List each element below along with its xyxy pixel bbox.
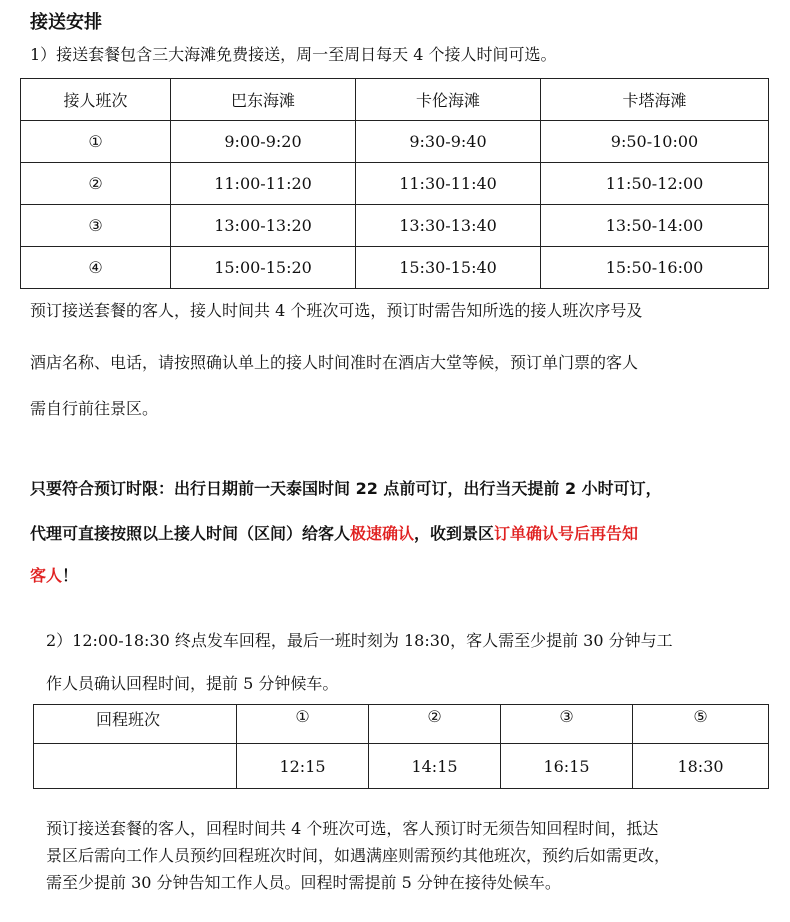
table-cell: 13:30-13:40 xyxy=(356,205,541,247)
table-row xyxy=(34,744,769,789)
table-cell: 15:30-15:40 xyxy=(356,247,541,289)
table-cell: 11:50-12:00 xyxy=(541,163,769,205)
table-cell: 9:30-9:40 xyxy=(356,121,541,163)
header-cell: 卡伦海滩 xyxy=(356,79,541,121)
para1-line3: 需自行前往景区。 xyxy=(30,399,159,418)
table-cell: ④ xyxy=(21,247,171,289)
notice-highlight: 客人 xyxy=(30,566,63,585)
notice-text: 代理可直接按照以上接人时间（区间）给客人 xyxy=(30,524,351,543)
item2-line1: 2）12:00-18:30 终点发车回程，最后一班时刻为 18:30，客人需至少提前 30 分钟与工 xyxy=(46,631,673,650)
table-cell xyxy=(34,744,237,789)
table-cell: 11:30-11:40 xyxy=(356,163,541,205)
table-cell: ② xyxy=(21,163,171,205)
table-cell: 9:00-9:20 xyxy=(171,121,356,163)
table-cell: 18:30 xyxy=(633,744,769,789)
table-cell: ① xyxy=(21,121,171,163)
header-cell: 卡塔海滩 xyxy=(541,79,769,121)
header-cell: 接人班次 xyxy=(21,79,171,121)
para2-line2: 景区后需向工作人员预约回程班次时间，如遇满座则需预约其他班次，预约后如需更改， xyxy=(46,846,671,865)
table-cell: 11:00-11:20 xyxy=(171,163,356,205)
header-cell: ② xyxy=(369,705,501,744)
header-cell: 巴东海滩 xyxy=(171,79,356,121)
notice-line1: 只要符合预订时限：出行日期前一天泰国时间 22 点前可订，出行当天提前 2 小时可订， xyxy=(30,479,662,498)
notice-highlight: 极速确认 xyxy=(350,524,415,543)
section-title: 接送安排 xyxy=(30,12,102,33)
para1-line2: 酒店名称、电话，请按照确认单上的接人时间准时在酒店大堂等候，预订单门票的客人 xyxy=(30,353,639,372)
notice-highlight: 订单确认号后再告知 xyxy=(494,524,639,543)
notice-line2 xyxy=(30,521,638,544)
para2-line1: 预订接送套餐的客人，回程时间共 4 个班次可选，客人预订时无须告知回程时间，抵达 xyxy=(46,819,659,838)
item2-line2: 作人员确认回程时间，提前 5 分钟候车。 xyxy=(46,674,339,693)
pickup-schedule-table xyxy=(20,78,769,289)
header-cell: 回程班次 xyxy=(34,705,237,744)
return-schedule-table xyxy=(33,704,769,789)
table-row xyxy=(21,121,769,163)
header-cell: ③ xyxy=(501,705,633,744)
table-cell: 12:15 xyxy=(237,744,369,789)
para1-line1: 预订接送套餐的客人，接人时间共 4 个班次可选，预订时需告知所选的接人班次序号及 xyxy=(30,301,643,320)
item1-intro: 1）接送套餐包含三大海滩免费接送，周一至周日每天 4 个接人时间可选。 xyxy=(30,45,557,64)
table-header-row xyxy=(34,705,769,744)
table-cell: 16:15 xyxy=(501,744,633,789)
table-cell: 9:50-10:00 xyxy=(541,121,769,163)
table-header-row xyxy=(21,79,769,121)
table-row xyxy=(21,247,769,289)
table-cell: 15:00-15:20 xyxy=(171,247,356,289)
notice-line3 xyxy=(30,563,78,586)
header-cell: ① xyxy=(237,705,369,744)
table-row xyxy=(21,205,769,247)
notice-text: ，收到景区 xyxy=(414,524,495,543)
notice-text: ！ xyxy=(62,566,79,585)
table-cell: 15:50-16:00 xyxy=(541,247,769,289)
table-row xyxy=(21,163,769,205)
table-cell: 14:15 xyxy=(369,744,501,789)
table-cell: 13:50-14:00 xyxy=(541,205,769,247)
table-cell: 13:00-13:20 xyxy=(171,205,356,247)
header-cell: ⑤ xyxy=(633,705,769,744)
table-cell: ③ xyxy=(21,205,171,247)
para2-line3: 需至少提前 30 分钟告知工作人员。回程时需提前 5 分钟在接待处候车。 xyxy=(46,873,561,892)
